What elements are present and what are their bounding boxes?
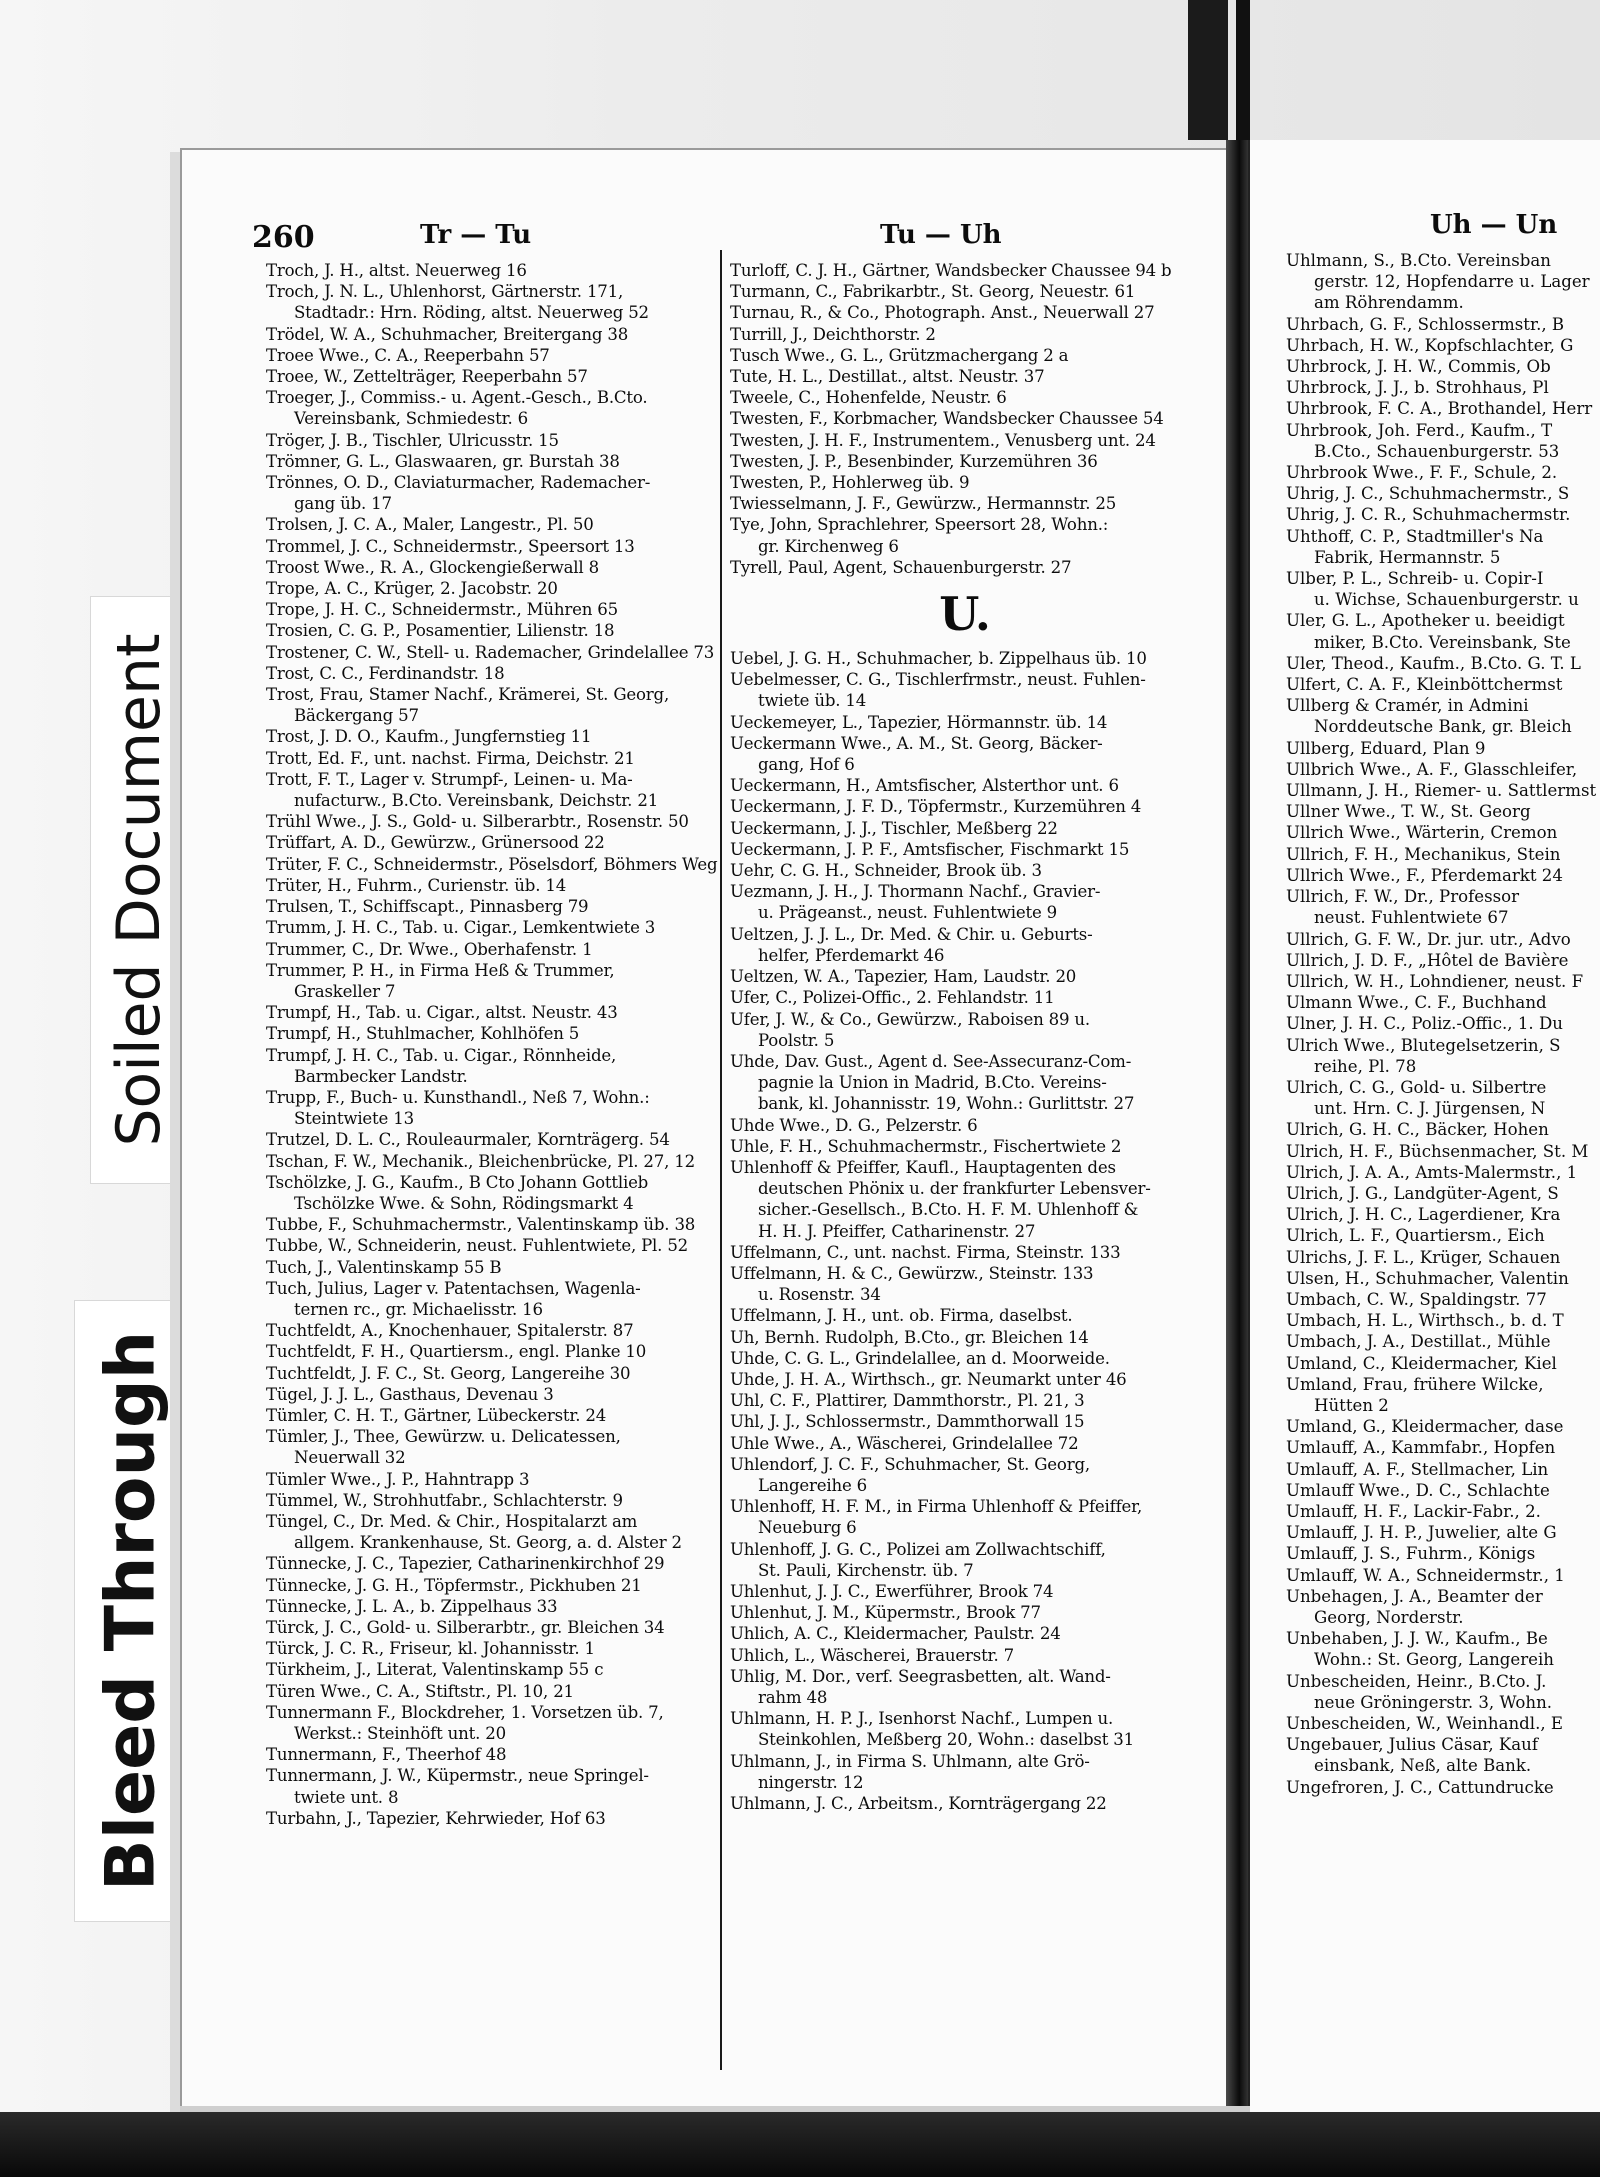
entry-continuation: Fabrik, Hermannstr. 5 bbox=[1314, 547, 1501, 567]
directory-entry: Uhrbrook, Joh. Ferd., Kaufm., T bbox=[1286, 420, 1553, 440]
directory-entry: Trulsen, T., Schiffscapt., Pinnasberg 79 bbox=[266, 897, 589, 917]
entry-continuation: neust. Fuhlentwiete 67 bbox=[1314, 908, 1509, 928]
directory-entry: Trost, C. C., Ferdinandstr. 18 bbox=[266, 663, 505, 683]
directory-entry: Trumpf, H., Stuhlmacher, Kohlhöfen 5 bbox=[266, 1024, 580, 1044]
directory-entry: Turrill, J., Deichthorstr. 2 bbox=[730, 324, 936, 344]
directory-entry: Uhlmann, S., B.Cto. Vereinsban bbox=[1286, 251, 1551, 270]
directory-entry: Ulrichs, J. F. L., Krüger, Schauen bbox=[1286, 1247, 1561, 1267]
directory-entry: Tügel, J. J. L., Gasthaus, Devenau 3 bbox=[266, 1384, 554, 1404]
directory-entry: Twesten, P., Hohlerweg üb. 9 bbox=[730, 473, 970, 493]
directory-entry: Uhl, C. F., Plattirer, Dammthorstr., Pl. 21, 3 bbox=[730, 1391, 1085, 1411]
entry-continuation: twiete üb. 14 bbox=[758, 691, 867, 711]
directory-entry: Uhlenhoff & Pfeiffer, Kaufl., Hauptagenten des bbox=[730, 1157, 1116, 1177]
directory-entry: Uhthoff, C. P., Stadtmiller's Na bbox=[1286, 526, 1544, 546]
directory-entry: Ulmann Wwe., C. F., Buchhand bbox=[1286, 993, 1547, 1013]
entry-continuation: rahm 48 bbox=[758, 1688, 828, 1707]
directory-entry: Troee, W., Zettelträger, Reeperbahn 57 bbox=[266, 367, 588, 387]
directory-entry: Uebel, J. G. H., Schuhmacher, b. Zippelhaus üb. 10 bbox=[730, 649, 1147, 669]
directory-entry: Ulrich, J. G., Landgüter-Agent, S bbox=[1286, 1183, 1559, 1203]
directory-entry: Tünnecke, J. C., Tapezier, Catharinenkirchhof 29 bbox=[266, 1554, 665, 1574]
entry-continuation: Langereihe 6 bbox=[758, 1475, 868, 1495]
directory-entry: Troee Wwe., C. A., Reeperbahn 57 bbox=[266, 345, 550, 365]
directory-entry: Troost Wwe., R. A., Glockengießerwall 8 bbox=[266, 557, 599, 577]
directory-entry: Uhde, Dav. Gust., Agent d. See-Assecuranz-Com- bbox=[730, 1051, 1132, 1071]
directory-entry: Trosien, C. G. P., Posamentier, Lilienstr. 18 bbox=[266, 621, 615, 641]
entry-continuation: Poolstr. 5 bbox=[758, 1030, 835, 1050]
directory-entry: Uhde, C. G. L., Grindelallee, an d. Moorweide. bbox=[730, 1348, 1110, 1368]
directory-entry: Trumpf, J. H. C., Tab. u. Cigar., Rönnheide, bbox=[266, 1045, 617, 1065]
directory-entry: Uffelmann, H. & C., Gewürzw., Steinstr. 133 bbox=[730, 1263, 1094, 1283]
directory-entry: Trummer, P. H., in Firma Heß & Trummer, bbox=[266, 960, 615, 980]
directory-entry: Tuchtfeldt, A., Knochenhauer, Spitalerstr. 87 bbox=[266, 1321, 634, 1341]
directory-entry: Uhlig, M. Dor., verf. Seegrasbetten, alt. Wand- bbox=[730, 1666, 1111, 1686]
directory-entry: Uhrbach, G. F., Schlossermstr., B bbox=[1286, 314, 1565, 334]
directory-entry: Ulfert, C. A. F., Kleinböttchermst bbox=[1286, 675, 1563, 695]
entry-continuation: Graskeller 7 bbox=[294, 981, 396, 1001]
directory-entry: Trott, Ed. F., unt. nachst. Firma, Deichstr. 21 bbox=[266, 748, 635, 768]
entry-continuation: Georg, Norderstr. bbox=[1314, 1608, 1464, 1627]
directory-entry: Ulrich, C. G., Gold- u. Silbertre bbox=[1286, 1077, 1547, 1097]
directory-entry: Ulrich, J. A. A., Amts-Malermstr., 1 bbox=[1286, 1162, 1578, 1182]
directory-entry: Tunnermann, F., Theerhof 48 bbox=[266, 1745, 507, 1765]
entry-continuation: allgem. Krankenhause, St. Georg, a. d. Alster 2 bbox=[294, 1533, 682, 1553]
entry-continuation: bank, kl. Johannisstr. 19, Wohn.: Gurlittstr. 27 bbox=[758, 1094, 1135, 1114]
book-gutter bbox=[1226, 140, 1248, 2130]
directory-entry: Trope, J. H. C., Schneidermstr., Mühren 65 bbox=[266, 600, 619, 620]
directory-entry: Ufer, J. W., & Co., Gewürzw., Raboisen 89 u. bbox=[730, 1009, 1090, 1029]
entry-continuation: Norddeutsche Bank, gr. Bleich bbox=[1314, 717, 1572, 737]
directory-entry: Ueckemeyer, L., Tapezier, Hörmannstr. üb. 14 bbox=[730, 712, 1108, 732]
entry-continuation: ternen rc., gr. Michaelisstr. 16 bbox=[294, 1299, 543, 1319]
entry-continuation: Steinkohlen, Meßberg 20, Wohn.: daselbst 31 bbox=[758, 1730, 1134, 1750]
directory-entry: Tubbe, F., Schuhmachermstr., Valentinskamp üb. 38 bbox=[266, 1215, 696, 1235]
directory-entry: Troeger, J., Commiss.- u. Agent.-Gesch., B.Cto. bbox=[266, 388, 648, 408]
directory-entry: Umland, G., Kleidermacher, dase bbox=[1286, 1417, 1564, 1437]
directory-entry: Uler, G. L., Apotheker u. beeidigt bbox=[1286, 611, 1565, 631]
directory-entry: Twiesselmann, J. F., Gewürzw., Hermannstr. 25 bbox=[730, 494, 1117, 514]
directory-entry: Ullner Wwe., T. W., St. Georg bbox=[1286, 802, 1531, 822]
directory-entry: Uhrbrock, J. H. W., Commis, Ob bbox=[1286, 357, 1551, 377]
entry-continuation: gang, Hof 6 bbox=[758, 755, 855, 775]
directory-entry: Trüter, F. C., Schneidermstr., Pöselsdorf, Böhmers Weg bbox=[266, 854, 718, 874]
entry-continuation: ningerstr. 12 bbox=[758, 1772, 864, 1792]
directory-entry: Tuchtfeldt, F. H., Quartiersm., engl. Planke 10 bbox=[266, 1342, 647, 1362]
entry-continuation: H. H. J. Pfeiffer, Catharinenstr. 27 bbox=[758, 1221, 1036, 1241]
directory-entry: Uebelmesser, C. G., Tischlerfrmstr., neust. Fuhlen- bbox=[730, 670, 1146, 690]
entry-continuation: St. Pauli, Kirchenstr. üb. 7 bbox=[758, 1560, 974, 1580]
directory-entry: Uhlich, L., Wäscherei, Brauerstr. 7 bbox=[730, 1645, 1014, 1665]
entry-continuation: u. Prägeanst., neust. Fuhlentwiete 9 bbox=[758, 903, 1058, 923]
entry-continuation: Bäckergang 57 bbox=[294, 706, 419, 726]
entry-continuation: Stadtadr.: Hrn. Röding, altst. Neuerweg 52 bbox=[294, 303, 649, 323]
directory-entry: Unbescheiden, W., Weinhandl., E bbox=[1286, 1714, 1564, 1734]
directory-entry: Tuch, Julius, Lager v. Patentachsen, Wagenla- bbox=[266, 1278, 641, 1298]
directory-entry: Ullrich, W. H., Lohndiener, neust. F bbox=[1286, 971, 1584, 991]
directory-entry: Unbehagen, J. A., Beamter der bbox=[1286, 1586, 1543, 1606]
section-letter-heading: U. bbox=[939, 587, 991, 642]
directory-entry: Trutzel, D. L. C., Rouleaurmaler, Kornträgerg. 54 bbox=[266, 1130, 670, 1150]
directory-entry: Uhlenhut, J. M., Küpermstr., Brook 77 bbox=[730, 1603, 1041, 1623]
directory-entry: Turbahn, J., Tapezier, Kehrwieder, Hof 63 bbox=[266, 1808, 606, 1828]
directory-entry: Tümmel, W., Strohhutfabr., Schlachterstr. 9 bbox=[266, 1490, 623, 1510]
directory-entry: Ulrich, G. H. C., Bäcker, Hohen bbox=[1286, 1120, 1549, 1140]
directory-entry: Ueckermann, J. P. F., Amtsfischer, Fischmarkt 15 bbox=[730, 839, 1130, 859]
directory-entry: Uh, Bernh. Rudolph, B.Cto., gr. Bleichen 14 bbox=[730, 1327, 1089, 1347]
directory-entry: Uhrbrock, J. J., b. Strohhaus, Pl bbox=[1286, 378, 1549, 398]
directory-entry: Tye, John, Sprachlehrer, Speersort 28, Wohn.: bbox=[730, 515, 1109, 535]
directory-entry: Twesten, F., Korbmacher, Wandsbecker Chaussee 54 bbox=[730, 409, 1164, 429]
directory-entry: Ulrich Wwe., Blutegelsetzerin, S bbox=[1286, 1035, 1561, 1055]
directory-entry: Uffelmann, C., unt. nachst. Firma, Steinstr. 133 bbox=[730, 1242, 1121, 1262]
directory-entry: Türck, J. C. R., Friseur, kl. Johannisstr. 1 bbox=[266, 1639, 595, 1659]
entry-continuation: Werkst.: Steinhöft unt. 20 bbox=[294, 1724, 506, 1744]
entry-continuation: einsbank, Neß, alte Bank. bbox=[1314, 1756, 1532, 1776]
entry-continuation: pagnie la Union in Madrid, B.Cto. Vereins- bbox=[758, 1073, 1107, 1093]
entry-continuation: u. Rosenstr. 34 bbox=[758, 1285, 881, 1305]
bleed-through-label bbox=[74, 1300, 188, 1922]
soiled-document-text: Soiled Document bbox=[104, 633, 174, 1147]
directory-entry: Tümler Wwe., J. P., Hahntrapp 3 bbox=[266, 1469, 530, 1489]
entry-continuation: gerstr. 12, Hopfendarre u. Lager bbox=[1314, 272, 1590, 292]
directory-entry: Ungefroren, J. C., Cattundrucke bbox=[1286, 1777, 1554, 1797]
directory-entry: Ulber, P. L., Schreib- u. Copir-I bbox=[1286, 569, 1544, 589]
entry-continuation: Barmbecker Landstr. bbox=[294, 1066, 468, 1086]
entry-continuation: gang üb. 17 bbox=[294, 494, 392, 514]
entry-continuation: Hütten 2 bbox=[1314, 1395, 1389, 1415]
directory-entry: Ulner, J. H. C., Poliz.-Offic., 1. Du bbox=[1286, 1014, 1563, 1034]
directory-entry: Uhlenhut, J. J. C., Ewerführer, Brook 74 bbox=[730, 1581, 1054, 1601]
directory-entry: Tute, H. L., Destillat., altst. Neustr. 37 bbox=[730, 367, 1045, 387]
directory-entry: Trönnes, O. D., Claviaturmacher, Rademacher- bbox=[266, 473, 651, 493]
directory-page bbox=[180, 148, 1242, 2120]
entry-continuation: B.Cto., Schauenburgerstr. 53 bbox=[1314, 441, 1560, 461]
entry-continuation: sicher.-Gesellsch., B.Cto. H. F. M. Uhlenhoff & bbox=[758, 1200, 1139, 1220]
directory-entry: Umbach, J. A., Destillat., Mühle bbox=[1286, 1332, 1551, 1352]
directory-entry: Tschan, F. W., Mechanik., Bleichenbrücke, Pl. 27, 12 bbox=[266, 1151, 695, 1171]
directory-entry: Ueckermann, H., Amtsfischer, Alsterthor unt. 6 bbox=[730, 776, 1119, 796]
directory-entry: Trumpf, H., Tab. u. Cigar., altst. Neustr. 43 bbox=[266, 1003, 618, 1023]
directory-entry: Trolsen, J. C. A., Maler, Langestr., Pl. 50 bbox=[266, 515, 594, 535]
directory-entry: Trömner, G. L., Glaswaaren, gr. Burstah 38 bbox=[266, 451, 620, 471]
directory-entry: Uhrig, J. C. R., Schuhmachermstr. bbox=[1286, 505, 1571, 525]
right-column bbox=[730, 260, 1200, 1814]
directory-entry: Tüngel, C., Dr. Med. & Chir., Hospitalarzt am bbox=[266, 1511, 638, 1531]
directory-entry: Uhrbach, H. W., Kopfschlachter, G bbox=[1286, 335, 1574, 355]
directory-entry: Umlauff, A. F., Stellmacher, Lin bbox=[1286, 1459, 1549, 1479]
directory-entry: Trumm, J. H. C., Tab. u. Cigar., Lemkentwiete 3 bbox=[266, 918, 656, 938]
directory-entry: Umbach, C. W., Spaldingstr. 77 bbox=[1286, 1289, 1547, 1309]
directory-entry: Umlauff, J. S., Fuhrm., Königs bbox=[1286, 1544, 1536, 1564]
directory-entry: Ungebauer, Julius Cäsar, Kauf bbox=[1286, 1735, 1538, 1755]
directory-entry: Uhlmann, J., in Firma S. Uhlmann, alte Grö- bbox=[730, 1751, 1090, 1771]
directory-entry: Ullberg & Cramér, in Admini bbox=[1286, 696, 1529, 716]
directory-entry: Troch, J. N. L., Uhlenhorst, Gärtnerstr. 171, bbox=[266, 282, 624, 302]
directory-entry: Uler, Theod., Kaufm., B.Cto. G. T. L bbox=[1286, 653, 1581, 673]
entry-continuation: Neuerwall 32 bbox=[294, 1448, 406, 1468]
entry-continuation: u. Wichse, Schauenburgerstr. u bbox=[1314, 590, 1579, 610]
directory-entry: Ullbrich Wwe., A. F., Glasschleifer, bbox=[1286, 759, 1578, 779]
directory-entry: Turloff, C. J. H., Gärtner, Wandsbecker Chaussee 94 b bbox=[730, 261, 1172, 280]
page-number: 260 bbox=[252, 220, 315, 255]
directory-entry: Tusch Wwe., G. L., Grützmachergang 2 a bbox=[730, 345, 1069, 365]
directory-entry: Uhrbrook Wwe., F. F., Schule, 2. bbox=[1286, 463, 1558, 483]
directory-entry: Tyrell, Paul, Agent, Schauenburgerstr. 27 bbox=[730, 557, 1072, 577]
entry-continuation: helfer, Pferdemarkt 46 bbox=[758, 945, 945, 965]
directory-entry: Umbach, H. L., Wirthsch., b. d. T bbox=[1286, 1311, 1564, 1331]
directory-entry: Uhl, J. J., Schlossermstr., Dammthorwall 15 bbox=[730, 1412, 1085, 1432]
directory-entry: Umland, Frau, frühere Wilcke, bbox=[1286, 1374, 1544, 1394]
entry-continuation: unt. Hrn. C. J. Jürgensen, N bbox=[1314, 1099, 1546, 1119]
directory-entry: Uhrig, J. C., Schuhmachermstr., S bbox=[1286, 484, 1570, 504]
directory-entry: Tweele, C., Hohenfelde, Neustr. 6 bbox=[730, 388, 1007, 408]
directory-entry: Ueckermann Wwe., A. M., St. Georg, Bäcker- bbox=[730, 733, 1103, 753]
directory-entry: Trödel, W. A., Schuhmacher, Breitergang 38 bbox=[266, 324, 629, 344]
directory-entry: Ulrich, L. F., Quartiersm., Eich bbox=[1286, 1226, 1545, 1246]
directory-entry: Unbehaben, J. J. W., Kaufm., Be bbox=[1286, 1629, 1548, 1649]
directory-entry: Uhle, F. H., Schuhmachermstr., Fischertwiete 2 bbox=[730, 1136, 1122, 1156]
directory-entry: Trost, J. D. O., Kaufm., Jungfernstieg 11 bbox=[266, 727, 592, 747]
directory-entry: Troch, J. H., altst. Neuerweg 16 bbox=[266, 261, 527, 280]
book-edge-shadow bbox=[1188, 0, 1228, 140]
directory-entry: Umlauff, H. F., Lackir-Fabr., 2. bbox=[1286, 1501, 1541, 1521]
directory-entry: Uhrbrook, F. C. A., Brothandel, Herr bbox=[1286, 399, 1593, 419]
running-header-right: Tu — Uh bbox=[880, 220, 1002, 250]
entry-continuation: reihe, Pl. 78 bbox=[1314, 1056, 1417, 1076]
directory-entry: Tuch, J., Valentinskamp 55 B bbox=[266, 1257, 502, 1277]
directory-entry: Ullrich, G. F. W., Dr. jur. utr., Advo bbox=[1286, 929, 1571, 949]
directory-entry: Ueckermann, J. F. D., Töpfermstr., Kurzemühren 4 bbox=[730, 797, 1142, 817]
entry-continuation: twiete unt. 8 bbox=[294, 1787, 399, 1807]
directory-entry: Tunnermann, J. W., Küpermstr., neue Springel- bbox=[266, 1766, 649, 1786]
directory-entry: Trupp, F., Buch- u. Kunsthandl., Neß 7, Wohn.: bbox=[266, 1087, 650, 1107]
entry-continuation: nufacturw., B.Cto. Vereinsbank, Deichstr. 21 bbox=[294, 791, 659, 811]
directory-entry: Uhlmann, J. C., Arbeitsm., Kornträgergang 22 bbox=[730, 1794, 1107, 1814]
directory-entry: Türen Wwe., C. A., Stiftstr., Pl. 10, 21 bbox=[266, 1681, 574, 1701]
directory-entry: Ueltzen, W. A., Tapezier, Ham, Laudstr. 20 bbox=[730, 967, 1077, 987]
directory-entry: Tubbe, W., Schneiderin, neust. Fuhlentwiete, Pl. 52 bbox=[266, 1236, 689, 1256]
directory-entry: Trott, F. T., Lager v. Strumpf-, Leinen- u. Ma- bbox=[266, 769, 633, 789]
directory-entry: Umlauff, J. H. P., Juwelier, alte G bbox=[1286, 1523, 1557, 1543]
entry-continuation: miker, B.Cto. Vereinsbank, Ste bbox=[1314, 632, 1571, 652]
entry-continuation: am Röhrendamm. bbox=[1314, 293, 1464, 313]
directory-entry: Uhle Wwe., A., Wäscherei, Grindelallee 72 bbox=[730, 1433, 1079, 1453]
directory-entry: Tuchtfeldt, J. F. C., St. Georg, Langereihe 30 bbox=[266, 1363, 631, 1383]
book-edge-shadow-2 bbox=[1236, 0, 1250, 140]
directory-entry: Ullmann, J. H., Riemer- u. Sattlermst bbox=[1286, 781, 1597, 801]
directory-entry: Ullrich Wwe., F., Pferdemarkt 24 bbox=[1286, 865, 1563, 885]
directory-entry: Trost, Frau, Stamer Nachf., Krämerei, St. Georg, bbox=[266, 685, 670, 705]
directory-entry: Ullrich Wwe., Wärterin, Cremon bbox=[1286, 823, 1558, 843]
directory-entry: Ulsen, H., Schuhmacher, Valentin bbox=[1286, 1268, 1569, 1288]
directory-entry: Uhlendorf, J. C. F., Schuhmacher, St. Georg, bbox=[730, 1454, 1090, 1474]
soiled-document-label bbox=[90, 596, 188, 1184]
running-header-left: Tr — Tu bbox=[420, 220, 532, 250]
entry-continuation: Tschölzke Wwe. & Sohn, Rödingsmarkt 4 bbox=[294, 1193, 634, 1213]
directory-entry: Trummer, C., Dr. Wwe., Oberhafenstr. 1 bbox=[266, 939, 593, 959]
bleed-through-text: Bleed Through bbox=[91, 1330, 171, 1892]
directory-entry: Ullrich, F. W., Dr., Professor bbox=[1286, 887, 1520, 907]
entry-continuation: Wohn.: St. Georg, Langereih bbox=[1314, 1650, 1554, 1670]
directory-entry: Uhlenhoff, H. F. M., in Firma Uhlenhoff & Pfeiffer, bbox=[730, 1497, 1143, 1517]
directory-entry: Uehr, C. G. H., Schneider, Brook üb. 3 bbox=[730, 861, 1042, 881]
directory-entry: Ullrich, F. H., Mechanikus, Stein bbox=[1286, 844, 1561, 864]
directory-entry: Trühl Wwe., J. S., Gold- u. Silberarbtr., Rosenstr. 50 bbox=[266, 812, 689, 832]
directory-entry: Tünnecke, J. G. H., Töpfermstr., Pickhuben 21 bbox=[266, 1575, 642, 1595]
directory-entry: Tröger, J. B., Tischler, Ulricusstr. 15 bbox=[266, 430, 559, 450]
directory-entry: Tümler, C. H. T., Gärtner, Lübeckerstr. 24 bbox=[266, 1405, 607, 1425]
directory-entry: Tschölzke, J. G., Kaufm., B Cto Johann Gottlieb bbox=[266, 1172, 649, 1192]
directory-entry: Ueltzen, J. J. L., Dr. Med. & Chir. u. Geburts- bbox=[730, 924, 1093, 944]
directory-entry: Uhlmann, H. P. J., Isenhorst Nachf., Lumpen u. bbox=[730, 1709, 1114, 1729]
directory-entry: Ueckermann, J. J., Tischler, Meßberg 22 bbox=[730, 818, 1058, 838]
left-column bbox=[266, 260, 736, 1829]
directory-entry: Unbescheiden, Heinr., B.Cto. J. bbox=[1286, 1671, 1547, 1691]
next-page-column bbox=[1286, 250, 1600, 1798]
entry-continuation: Steintwiete 13 bbox=[294, 1109, 414, 1129]
directory-entry: Tünnecke, J. L. A., b. Zippelhaus 33 bbox=[266, 1596, 558, 1616]
directory-entry: Twesten, J. P., Besenbinder, Kurzemühren 36 bbox=[730, 451, 1098, 471]
entry-continuation: deutschen Phönix u. der frankfurter Lebensver- bbox=[758, 1179, 1151, 1199]
directory-entry: Umlauff, A., Kammfabr., Hopfen bbox=[1286, 1438, 1556, 1458]
directory-entry: Ullrich, J. D. F., „Hôtel de Bavière bbox=[1286, 950, 1569, 970]
directory-entry: Turmann, C., Fabrikarbtr., St. Georg, Neuestr. 61 bbox=[730, 282, 1136, 302]
entry-continuation: Neueburg 6 bbox=[758, 1518, 857, 1538]
directory-entry: Uffelmann, J. H., unt. ob. Firma, daselbst. bbox=[730, 1306, 1073, 1326]
directory-entry: Twesten, J. H. F., Instrumentem., Venusberg unt. 24 bbox=[730, 430, 1156, 450]
directory-entry: Ullberg, Eduard, Plan 9 bbox=[1286, 738, 1486, 758]
directory-entry: Ulrich, H. F., Büchsenmacher, St. M bbox=[1286, 1141, 1589, 1161]
entry-continuation: neue Gröningerstr. 3, Wohn. bbox=[1314, 1692, 1553, 1712]
directory-entry: Uhlenhoff, J. G. C., Polizei am Zollwachtschiff, bbox=[730, 1539, 1106, 1559]
directory-entry: Trope, A. C., Krüger, 2. Jacobstr. 20 bbox=[266, 579, 558, 599]
next-page-header: Uh — Un bbox=[1430, 210, 1558, 240]
directory-entry: Umland, C., Kleidermacher, Kiel bbox=[1286, 1353, 1557, 1373]
entry-continuation: gr. Kirchenweg 6 bbox=[758, 536, 899, 556]
directory-entry: Uhde, J. H. A., Wirthsch., gr. Neumarkt unter 46 bbox=[730, 1369, 1127, 1389]
entry-continuation: Vereinsbank, Schmiedestr. 6 bbox=[294, 409, 529, 429]
directory-entry: Trüter, H., Fuhrm., Curienstr. üb. 14 bbox=[266, 875, 567, 895]
directory-entry: Tunnermann F., Blockdreher, 1. Vorsetzen üb. 7, bbox=[266, 1702, 664, 1722]
directory-entry: Uhde Wwe., D. G., Pelzerstr. 6 bbox=[730, 1115, 978, 1135]
directory-entry: Türck, J. C., Gold- u. Silberarbtr., gr. Bleichen 34 bbox=[266, 1618, 665, 1637]
directory-entry: Uezmann, J. H., J. Thormann Nachf., Gravier- bbox=[730, 882, 1101, 902]
directory-entry: Uhlich, A. C., Kleidermacher, Paulstr. 24 bbox=[730, 1624, 1061, 1644]
directory-entry: Trostener, C. W., Stell- u. Rademacher, Grindelallee 73 bbox=[266, 642, 715, 662]
directory-entry: Tümler, J., Thee, Gewürzw. u. Delicatessen, bbox=[266, 1427, 621, 1447]
directory-entry: Ufer, C., Polizei-Offic., 2. Fehlandstr. 11 bbox=[730, 988, 1055, 1008]
directory-entry: Umlauff Wwe., D. C., Schlachte bbox=[1286, 1480, 1550, 1500]
scan-bottom-shadow bbox=[0, 2112, 1600, 2177]
directory-entry: Türkheim, J., Literat, Valentinskamp 55 c bbox=[266, 1660, 604, 1680]
next-page-partial bbox=[1248, 140, 1600, 2120]
directory-entry: Trüffart, A. D., Gewürzw., Grünersood 22 bbox=[266, 833, 605, 853]
directory-entry: Umlauff, W. A., Schneidermstr., 1 bbox=[1286, 1565, 1565, 1585]
directory-entry: Ulrich, J. H. C., Lagerdiener, Kra bbox=[1286, 1205, 1561, 1225]
directory-entry: Trommel, J. C., Schneidermstr., Speersort 13 bbox=[266, 536, 635, 556]
directory-entry: Turnau, R., & Co., Photograph. Anst., Neuerwall 27 bbox=[730, 303, 1155, 323]
